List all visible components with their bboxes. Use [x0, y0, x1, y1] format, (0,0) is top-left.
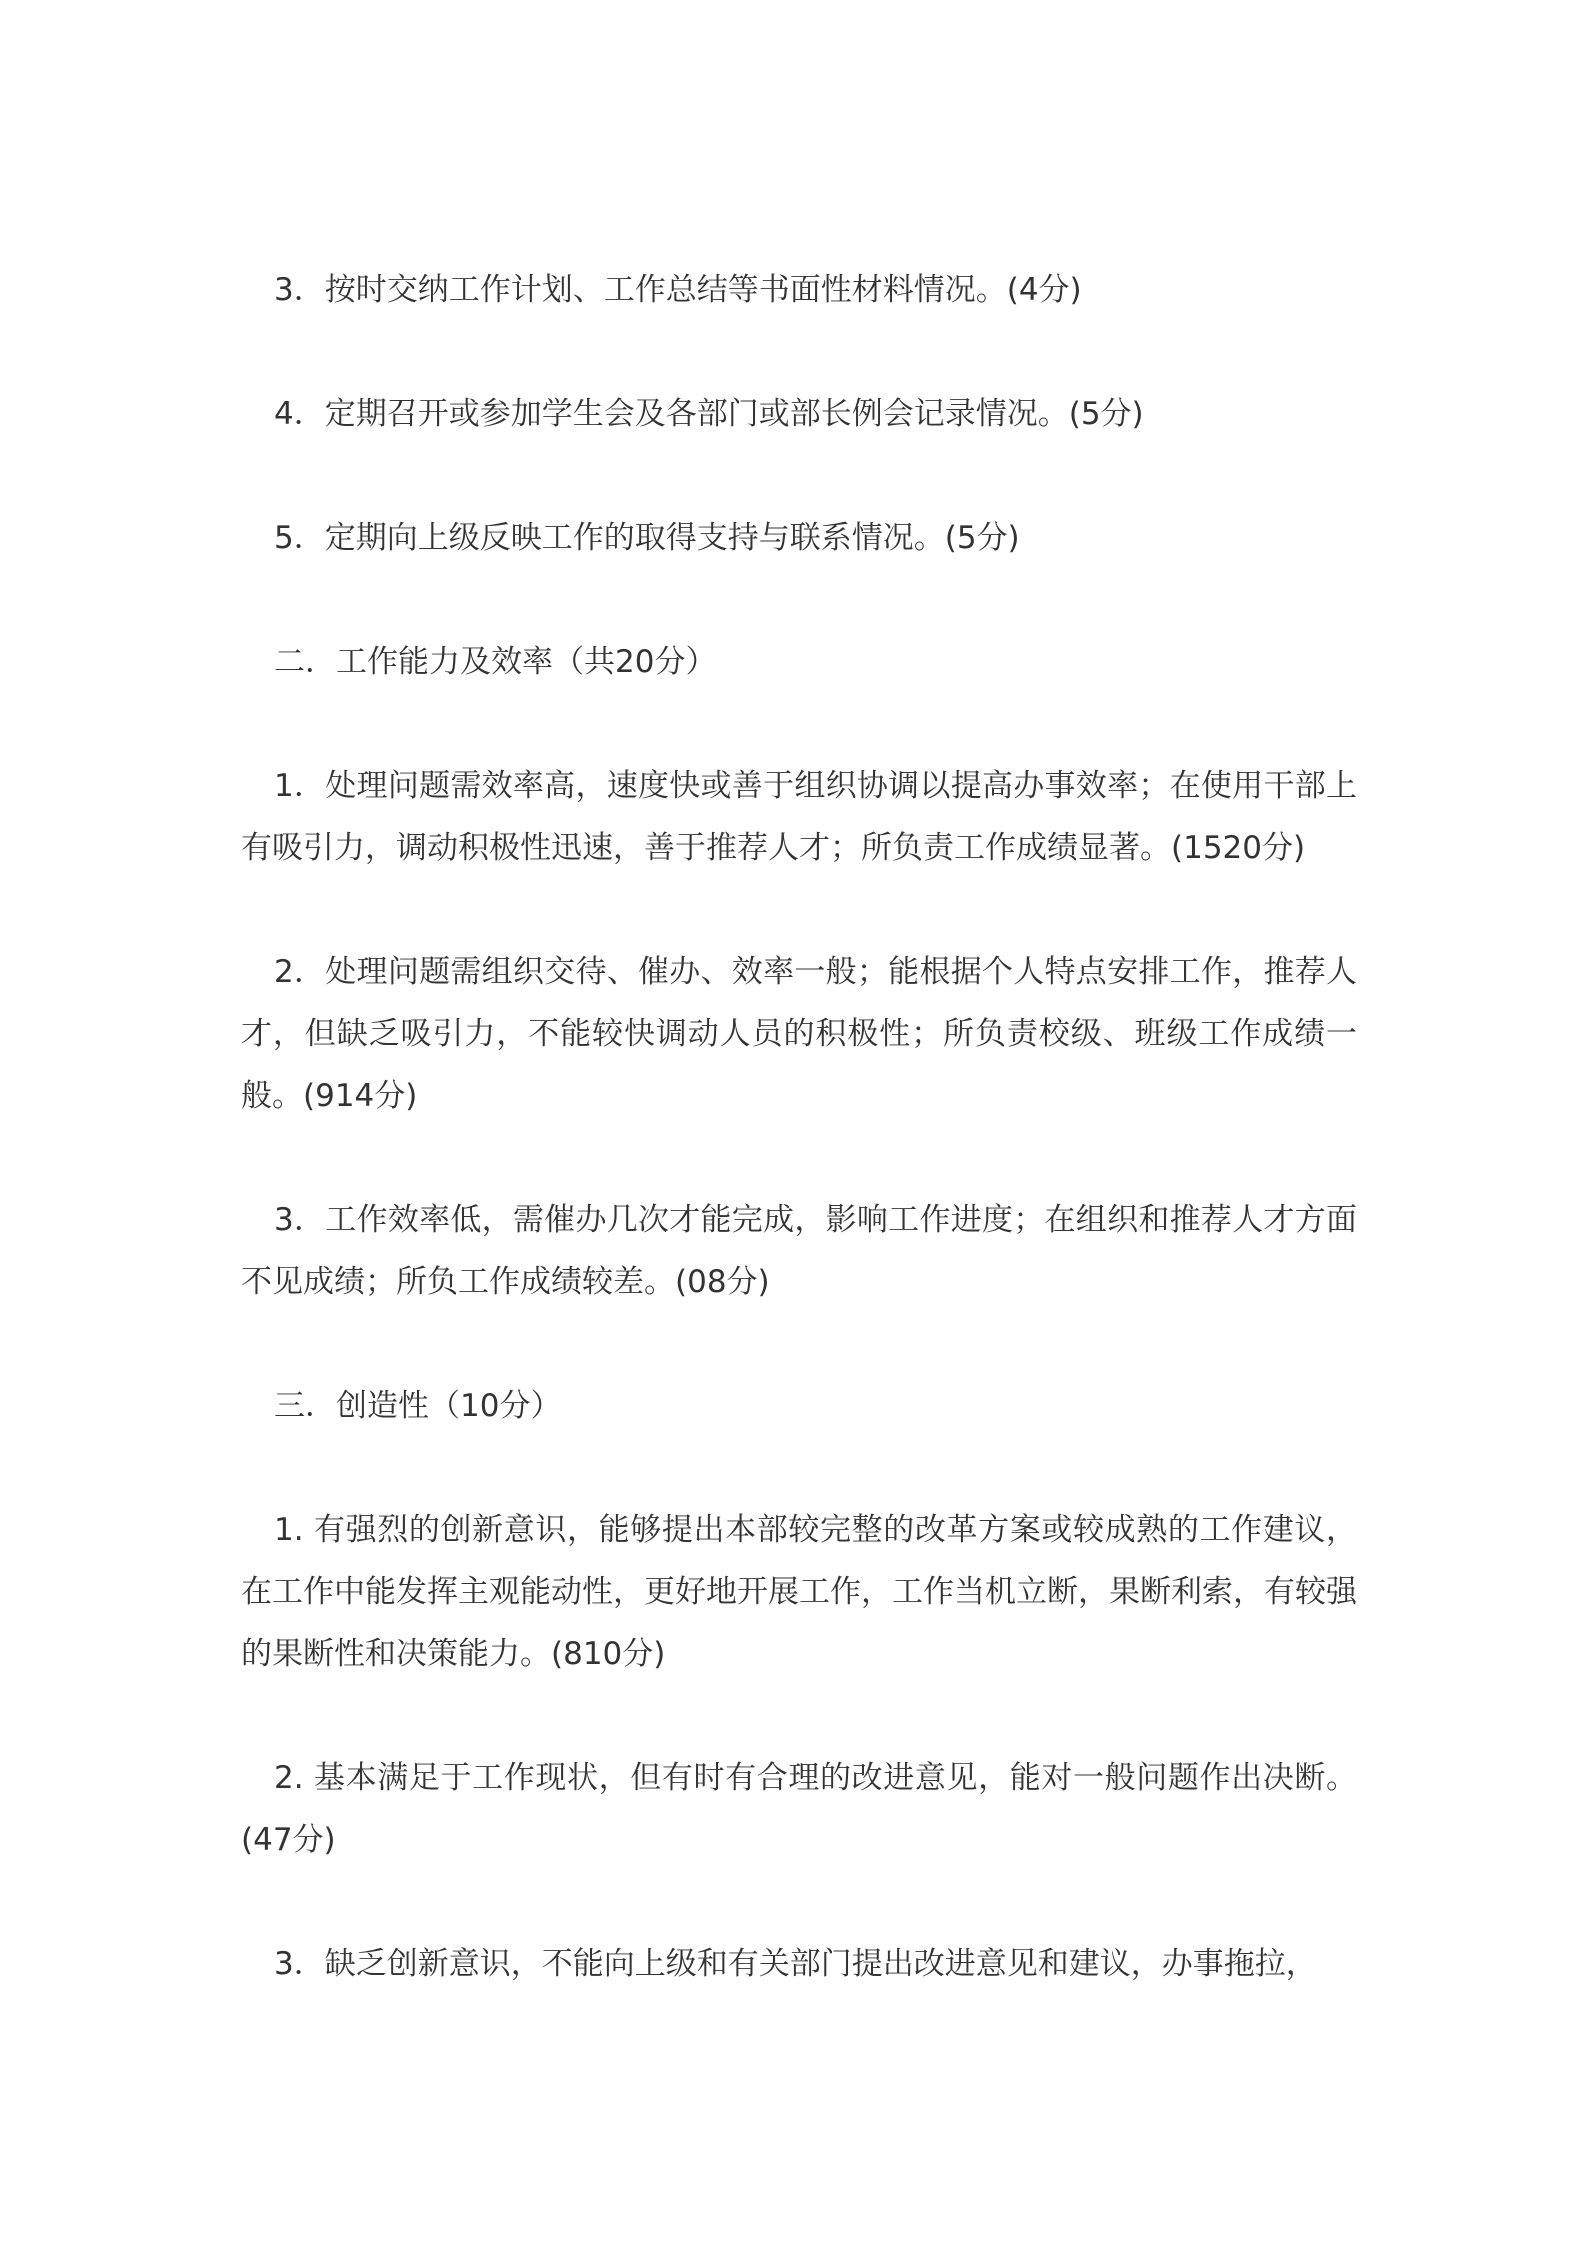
criterion-item-5-reporting: 5．定期向上级反映工作的取得支持与联系情况。(5分): [274, 520, 1020, 556]
creativity-level-2: 2. 基本满足于工作现状，但有时有合理的改进意见，能对一般问题作出决断。(47分): [241, 1760, 1357, 1858]
section-heading-creativity: 三．创造性（10分）: [274, 1388, 562, 1424]
section-heading-ability-efficiency: 二．工作能力及效率（共20分）: [274, 644, 717, 680]
ability-level-2: 2．处理问题需组织交待、催办、效率一般；能根据个人特点安排工作，推荐人才，但缺乏吸引力，不能较快调动人员的积极性；所负责校级、班级工作成绩一般。(914分): [241, 954, 1357, 1114]
criterion-item-3-written-materials: 3．按时交纳工作计划、工作总结等书面性材料情况。(4分): [274, 272, 1082, 308]
ability-level-1: 1．处理问题需效率高，速度快或善于组织协调以提高办事效率；在使用干部上有吸引力，调动积极性迅速，善于推荐人才；所负责工作成绩显著。(1520分): [241, 768, 1357, 866]
creativity-level-1: 1. 有强烈的创新意识，能够提出本部较完整的改革方案或较成熟的工作建议，在工作中能发挥主观能动性，更好地开展工作，工作当机立断，果断利索，有较强的果断性和决策能力。(810分): [241, 1512, 1357, 1672]
document-page: [241, 259, 1357, 2057]
ability-level-3: 3．工作效率低，需催办几次才能完成，影响工作进度；在组织和推荐人才方面不见成绩；所负工作成绩较差。(08分): [241, 1202, 1357, 1300]
creativity-level-3: 3．缺乏创新意识，不能向上级和有关部门提出改进意见和建议，办事拖拉，: [274, 1946, 1317, 1982]
criterion-item-4-meeting-records: 4．定期召开或参加学生会及各部门或部长例会记录情况。(5分): [274, 396, 1144, 432]
